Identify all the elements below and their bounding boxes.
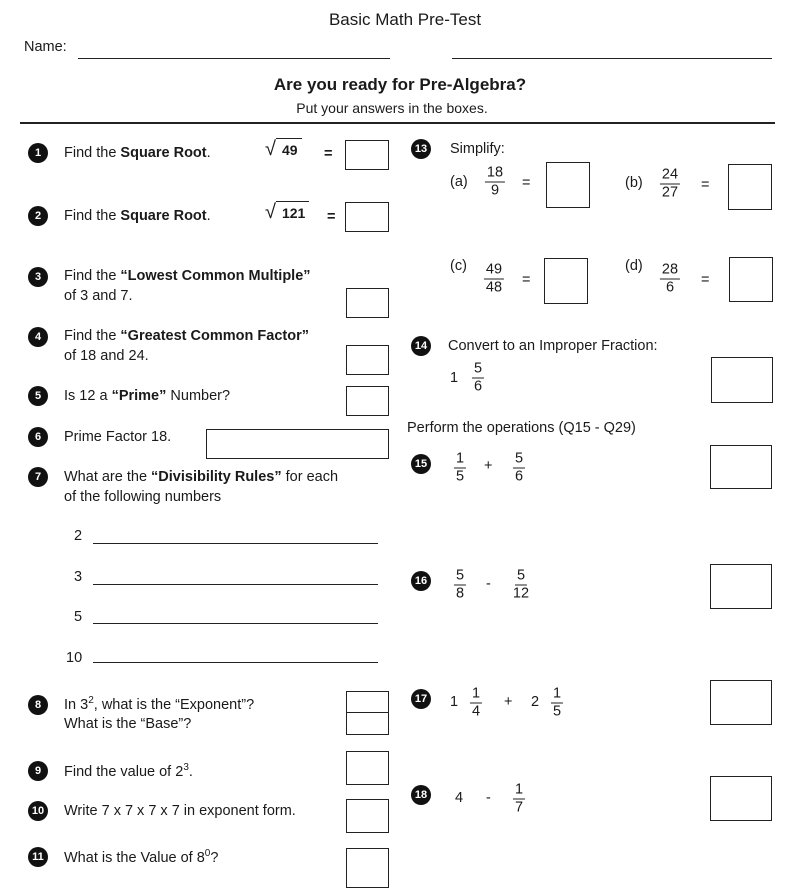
operator: - — [486, 790, 491, 806]
q11-text: What is the Value of $8^0$? — [64, 848, 219, 866]
question-number-badge: 5 — [28, 386, 48, 406]
whole-number: 4 — [455, 790, 464, 806]
fraction: $\frac{49}{48}$ — [485, 261, 503, 296]
fraction: $\frac{1}{7}$ — [514, 781, 524, 816]
question-number-badge: 9 — [28, 761, 48, 781]
q8-text: In $3^2$, what is the “Exponent”? — [64, 695, 255, 713]
equals-sign: = — [701, 177, 710, 193]
q1-answer-box[interactable] — [345, 140, 389, 170]
q11-answer-box[interactable] — [346, 848, 389, 888]
q2-text: Find the Square Root. — [64, 208, 211, 224]
q7-text-line2: of the following numbers — [64, 489, 222, 505]
q5-answer-box[interactable] — [346, 386, 389, 416]
q2-answer-box[interactable] — [345, 202, 389, 232]
question-number-badge: 11 — [28, 847, 48, 867]
rule-label: 3 — [74, 569, 83, 585]
q8-text-line2: What is the “Base”? — [64, 716, 192, 732]
fraction: $\frac{5}{12}$ — [512, 567, 530, 602]
q4-text: Find the “Greatest Common Factor” — [64, 328, 309, 344]
question-number-badge: 17 — [411, 689, 431, 709]
equals-sign: = — [522, 175, 531, 191]
q9-text: Find the value of $2^3$. — [64, 762, 193, 780]
question-number-badge: 14 — [411, 336, 431, 356]
fraction: $\frac{24}{27}$ — [661, 166, 679, 201]
worksheet-title: Basic Math Pre-Test — [328, 10, 482, 29]
rule-answer-line[interactable] — [93, 543, 378, 544]
fraction: $\frac{18}{9}$ — [486, 164, 504, 199]
q3-answer-box[interactable] — [346, 288, 389, 318]
question-number-badge: 3 — [28, 267, 48, 287]
q13b-answer-box[interactable] — [728, 164, 772, 210]
name-label: Name: — [24, 39, 67, 55]
rule-answer-line[interactable] — [93, 623, 378, 624]
q4-answer-box[interactable] — [346, 345, 389, 375]
instructions: Put your answers in the boxes. — [296, 100, 488, 116]
operator: + — [484, 458, 493, 474]
fraction: $\frac{5}{6}$ — [473, 360, 483, 395]
question-number-badge: 18 — [411, 785, 431, 805]
q9-answer-box[interactable] — [346, 751, 389, 785]
q14-text: Convert to an Improper Fraction: — [448, 338, 658, 354]
mixed-number-whole: 1 — [450, 370, 459, 386]
rule-answer-line[interactable] — [93, 584, 378, 585]
equals-sign: = — [522, 272, 531, 288]
fraction: $\frac{5}{8}$ — [455, 567, 465, 602]
fraction: $\frac{1}{5}$ — [552, 685, 562, 720]
rule-label: 2 — [74, 528, 83, 544]
q7-text: What are the “Divisibility Rules” for each — [64, 469, 339, 485]
q8-exponent-answer-box[interactable] — [346, 691, 389, 714]
question-number-badge: 2 — [28, 206, 48, 226]
header-divider — [20, 122, 775, 124]
question-number-badge: 6 — [28, 427, 48, 447]
q14-answer-box[interactable] — [711, 357, 773, 403]
part-label: (c) — [450, 258, 467, 274]
q3-text-line2: of 3 and 7. — [64, 288, 133, 304]
radical-sign-icon: √ — [265, 201, 276, 223]
square-root-expression: √ 121 — [265, 201, 309, 223]
q15-answer-box[interactable] — [710, 445, 772, 489]
rule-label: 5 — [74, 609, 83, 625]
q13a-answer-box[interactable] — [546, 162, 590, 208]
operator: - — [486, 576, 491, 592]
question-number-badge: 16 — [411, 571, 431, 591]
part-label: (d) — [625, 258, 643, 274]
question-number-badge: 15 — [411, 454, 431, 474]
fraction: $\frac{28}{6}$ — [661, 261, 679, 296]
q3-text: Find the “Lowest Common Multiple” — [64, 268, 311, 284]
fraction: $\frac{1}{4}$ — [471, 685, 481, 720]
mixed-number-whole: 1 — [450, 694, 459, 710]
question-number-badge: 10 — [28, 801, 48, 821]
q6-answer-box[interactable] — [206, 429, 389, 459]
q4-text-line2: of 18 and 24. — [64, 348, 149, 364]
equals-sign: = — [327, 209, 336, 225]
q10-text: Write 7 x 7 x 7 x 7 in exponent form. — [64, 803, 296, 819]
rule-label: 10 — [66, 650, 83, 666]
second-input-line[interactable] — [452, 58, 772, 59]
equals-sign: = — [324, 146, 333, 162]
fraction: $\frac{1}{5}$ — [455, 450, 465, 485]
q13c-answer-box[interactable] — [544, 258, 588, 304]
operations-heading: Perform the operations (Q15 - Q29) — [407, 420, 636, 436]
mixed-number-whole: 2 — [531, 694, 540, 710]
square-root-expression: √ 49 — [265, 138, 302, 160]
q1-text: Find the Square Root. — [64, 145, 211, 161]
q5-text: Is 12 a “Prime” Number? — [64, 388, 231, 404]
q8-base-answer-box[interactable] — [346, 712, 389, 735]
question-number-badge: 4 — [28, 327, 48, 347]
q6-text: Prime Factor 18. — [64, 429, 172, 445]
part-label: (a) — [450, 174, 468, 190]
question-number-badge: 8 — [28, 695, 48, 715]
question-number-badge: 1 — [28, 143, 48, 163]
question-number-badge: 7 — [28, 467, 48, 487]
q10-answer-box[interactable] — [346, 799, 389, 833]
question-number-badge: 13 — [411, 139, 431, 159]
part-label: (b) — [625, 175, 643, 191]
equals-sign: = — [701, 272, 710, 288]
name-input-line[interactable] — [78, 58, 390, 59]
q13d-answer-box[interactable] — [729, 257, 773, 302]
q13-text: Simplify: — [450, 141, 505, 157]
q16-answer-box[interactable] — [710, 564, 772, 609]
radical-sign-icon: √ — [265, 138, 276, 160]
rule-answer-line[interactable] — [93, 662, 378, 663]
subtitle: Are you ready for Pre-Algebra? — [273, 75, 527, 94]
operator: + — [504, 694, 513, 710]
fraction: $\frac{5}{6}$ — [514, 450, 524, 485]
q17-answer-box[interactable] — [710, 680, 772, 725]
q18-answer-box[interactable] — [710, 776, 772, 821]
